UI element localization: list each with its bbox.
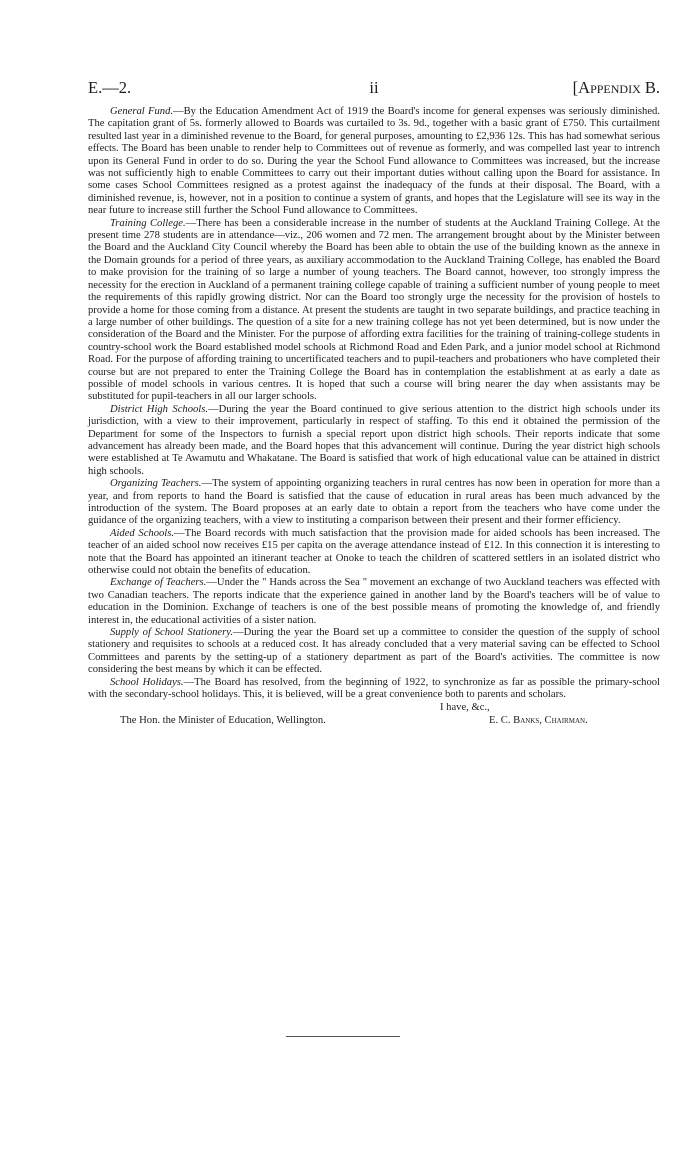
paragraph-text: —There has been a considerable increase in the number of students at the Auckland Training College. At the present time 278 students are in attendance—viz., 206 women and 72 men. The arrangement brought about by the Minister between the Board and the Auckland City Council whereby the Board has been able to obtain the use of the building known as the annexe in the Domain grounds for a period of three years, as auxiliary accommodation to the Auckland Training College, has enabled the Board to make provision for the training of so large a number of young teachers. The Board cannot, however, too strongly impress the necessity for the erection in Auckland of a permanent training college capable of training a sufficient number of young people to meet the requirements of this rapidly growing district. Nor can the Board too strongly urge the necessity for the provision of hostels to provide a home for those coming from a distance. At present the students are taught in two separate buildings, and practice teaching in a large number of other buildings. The question of a site for a new training college has not yet been determined, but is now under the consideration of the Board and the Minister. For the purpose of affording extra facilities for the training of training-college students in country-school work the Board established model schools at Richmond Road and Eden Park, and a junior model school at Richmond Road. For the purpose of affording training to uncertificated teachers and to pupil-teachers and probationers who have completed their course but are not prepared to enter the Training College the Board has in contemplation the establishment at as early a date as possible of model schools in various centres. It is hoped that such a course will bring nearer the day when assistants may be substituted for pupil-teachers in all our larger schools.	[88, 217, 660, 403]
paragraph-heading: Aided Schools.	[110, 527, 175, 539]
valediction: I have, &c.,	[440, 701, 490, 713]
paragraph-heading: Training College.	[110, 217, 186, 229]
paragraph-text: —The system of appointing organizing teachers in rural centres has now been in operation for more than a year, and from reports to hand the Board is satisfied that the cause of education in rural areas has been much advanced by the introduction of the system. The Board proposes at an early date to obtain a report from the teachers who have come under the guidance of the organizing teachers, with a view to instituting a comparison between their present and their former efficiency.	[88, 478, 660, 527]
paragraph-heading: District High Schools.	[110, 403, 208, 415]
paragraph-school-holidays	[88, 677, 660, 702]
divider-rule	[286, 1036, 400, 1037]
paragraph-heading: Organizing Teachers.	[110, 478, 202, 490]
paragraph-heading: School Holidays.	[110, 676, 184, 688]
paragraph-organizing-teachers	[88, 478, 660, 528]
paragraph-text: —During the year the Board continued to give serious attention to the district high schools under its jurisdiction, with a view to their improvement, particularly in respect of staffing. To this end it obtained the permission of the Department for some of the Inspectors to furnish a special report upon district high schools. Their reports indicate that some advancement has already been made, and the Board hopes that this advancement will continue. During the year district high schools were established at Te Awamutu and Whakatane. The Board is satisfied that work of high educational value can be attained in district high schools.	[88, 403, 660, 477]
paragraph-heading: Exchange of Teachers.	[110, 577, 207, 589]
paragraph-text: —The Board has resolved, from the beginning of 1922, to synchronize as far as possible the primary-school with the secondary-school holidays. This, it is believed, will be a great convenience both to parents and scholars.	[88, 676, 660, 701]
paragraph-text: —Under the " Hands across the Sea " movement an exchange of two Auckland teachers was effected with two Canadian teachers. The reports indicate that the experience gained in another land by the Board's teachers will be of value to education in the Dominion. Exchange of teachers is one of the best possible means of promoting the knowledge of, and friendly interest in, the educational activities of a sister nation.	[88, 577, 660, 626]
paragraph-text: —The Board records with much satisfaction that the provision made for aided schools has been increased. The teacher of an aided school now receives £15 per capita on the average attendance instead of £12. In this connection it is interesting to note that the Board has appointed an itinerant teacher at Onoke to teach the children of scattered settlers in an isolated district who otherwise could not obtain the benefits of education.	[88, 527, 660, 577]
appendix-label: [Appendix B.	[572, 78, 660, 97]
paragraph-heading: General Fund.	[110, 106, 174, 117]
paragraph-exchange-of-teachers	[88, 577, 660, 627]
page-number: ii	[369, 78, 379, 97]
page-header	[88, 78, 660, 100]
signature: E. C. Banks, Chairman.	[489, 714, 588, 726]
addressee: The Hon. the Minister of Education, Wellington.	[120, 714, 326, 726]
paragraph-school-stationery	[88, 627, 660, 677]
paragraph-aided-schools	[88, 528, 660, 578]
paragraph-training-college	[88, 218, 660, 404]
paragraph-district-high-schools	[88, 404, 660, 478]
letter-closing	[88, 702, 660, 732]
report-body	[88, 106, 660, 732]
paragraph-heading: Supply of School Stationery.	[110, 627, 234, 639]
paragraph-text: —During the year the Board set up a committee to consider the question of the supply of school stationery and requisites to schools at a reduced cost. It has already concluded that a very material saving can be effected to School Committees and parents by the setting-up of a stationery department as part of the Board's activities. The committee is now considering the best means by which it can be effected.	[88, 627, 660, 676]
paragraph-general-fund	[88, 106, 660, 218]
paragraph-text: —By the Education Amendment Act of 1919 the Board's income for general expenses was seriously diminished. The capitation grant of 5s. formerly allowed to Boards was curtailed to 3s. 9d., together with a basic grant of £750. This curtailment resulted last year in a diminished revenue to the Board, for general purposes, amounting to £2,936 12s. This has had somewhat serious effects. The Board has been unable to render help to Committees out of revenue as formerly, and was compelled last year to intrench upon its General Fund in order to do so. During the year the School Fund allowance to Committees was increased, but the increase was not sufficiently high to enable Committees to carry out their important duties without calling upon the Board for assistance. In some cases School Committees resigned as a protest against the inadequacy of the funds at their disposal. The Board, with a diminished revenue, is, however, not in a position to continue a system of grants, and hopes that the Legislature will see its way in the near future to increase still further the School Fund allowance to Committees.	[88, 106, 660, 217]
report-code: E.—2.	[88, 78, 132, 97]
